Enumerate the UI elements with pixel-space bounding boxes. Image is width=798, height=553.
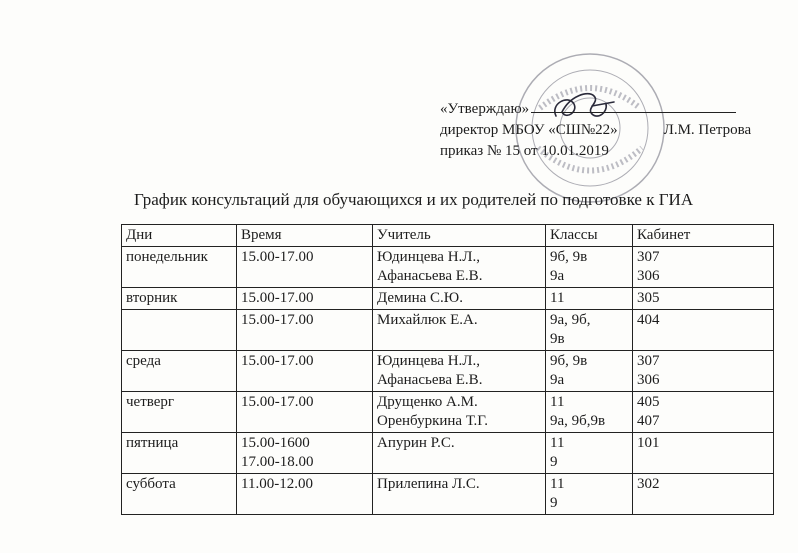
cell-day: четверг [122,392,237,433]
table-row [122,392,774,433]
cell-classes [546,392,633,433]
cell-teacher [373,288,546,310]
cell-time [237,392,373,433]
cell-room [633,392,774,433]
cell-classes-line: 9а [550,372,565,388]
header-classes: Классы [546,225,633,247]
cell-classes [546,310,633,351]
cell-room-line: 306 [637,268,660,284]
director-position: директор МБОУ «СШ№22» [440,122,618,138]
cell-time [237,247,373,288]
cell-room [633,247,774,288]
cell-classes [546,288,633,310]
cell-teacher-line: Афанасьева Е.В. [377,268,483,284]
cell-teacher [373,351,546,392]
header-days: Дни [122,225,237,247]
approval-header [440,98,780,120]
cell-teacher [373,310,546,351]
cell-classes-line: 11 [550,476,565,492]
cell-room-line: 305 [637,290,660,306]
header-room: Кабинет [633,225,774,247]
cell-classes-line: 9а, 9б, [550,312,591,328]
document-title: График консультаций для обучающихся и их родителей по подготовке к ГИА [134,190,694,209]
cell-teacher [373,392,546,433]
table-row [122,351,774,392]
cell-teacher-line: Михайлюк Е.А. [377,312,478,328]
cell-classes [546,474,633,515]
cell-room-line: 101 [637,435,660,451]
cell-time [237,351,373,392]
table-header-row [122,225,774,247]
cell-time-line: 17.00-18.00 [241,454,314,470]
cell-teacher-line: Юдинцева Н.Л., [377,249,480,265]
cell-time-line: 11.00-12.00 [241,476,313,492]
cell-teacher-line: Друщенко А.М. [377,394,478,410]
cell-room-line: 307 [637,249,660,265]
approval-order: приказ № 15 от 10.01.2019 [440,143,609,159]
cell-classes-line: 9 [550,495,558,511]
cell-time-line: 15.00-1600 [241,435,310,451]
cell-classes-line: 9 [550,454,558,470]
cell-room-line: 307 [637,353,660,369]
cell-time [237,310,373,351]
cell-teacher-line: Юдинцева Н.Л., [377,353,480,369]
header-teacher: Учитель [373,225,546,247]
cell-time-line: 15.00-17.00 [241,312,314,328]
cell-time [237,474,373,515]
cell-room-line: 407 [637,413,660,429]
cell-time [237,433,373,474]
table-row [122,310,774,351]
cell-day: пятница [122,433,237,474]
cell-teacher-line: Прилепина Л.С. [377,476,480,492]
cell-classes-line: 9в [550,331,565,347]
cell-classes-line: 9а, 9б,9в [550,413,606,429]
cell-classes-line: 9а [550,268,565,284]
schedule-body [122,247,774,515]
table-row [122,474,774,515]
cell-time-line: 15.00-17.00 [241,394,314,410]
header-time: Время [237,225,373,247]
cell-day: суббота [122,474,237,515]
cell-classes-line: 11 [550,290,565,306]
cell-classes-line: 11 [550,394,565,410]
cell-room-line: 306 [637,372,660,388]
cell-time-line: 15.00-17.00 [241,290,314,306]
cell-room [633,288,774,310]
approval-director [440,120,780,141]
cell-classes-line: 11 [550,435,565,451]
consultation-schedule-table [121,224,774,515]
cell-day: понедельник [122,247,237,288]
cell-teacher-line: Афанасьева Е.В. [377,372,483,388]
cell-classes [546,433,633,474]
cell-day [122,310,237,351]
cell-classes [546,247,633,288]
cell-teacher [373,247,546,288]
approval-label: «Утверждаю» [440,101,530,117]
cell-room [633,351,774,392]
cell-room-line: 404 [637,312,660,328]
cell-teacher-line: Оренбуркина Т.Г. [377,413,488,429]
signature-line [531,98,736,113]
cell-teacher-line: Апурин Р.С. [377,435,455,451]
cell-classes-line: 9б, 9в [550,249,588,265]
cell-room-line: 405 [637,394,660,410]
table-row [122,247,774,288]
cell-day: среда [122,351,237,392]
cell-room [633,474,774,515]
approval-block [440,98,780,162]
cell-classes-line: 9б, 9в [550,353,588,369]
cell-time-line: 15.00-17.00 [241,249,314,265]
cell-classes [546,351,633,392]
cell-room [633,310,774,351]
cell-time [237,288,373,310]
table-row [122,433,774,474]
cell-time-line: 15.00-17.00 [241,353,314,369]
cell-room [633,433,774,474]
director-name: Л.М. Петрова [663,122,752,138]
cell-teacher-line: Демина С.Ю. [377,290,463,306]
cell-day: вторник [122,288,237,310]
cell-room-line: 302 [637,476,660,492]
cell-teacher [373,433,546,474]
table-row [122,288,774,310]
cell-teacher [373,474,546,515]
